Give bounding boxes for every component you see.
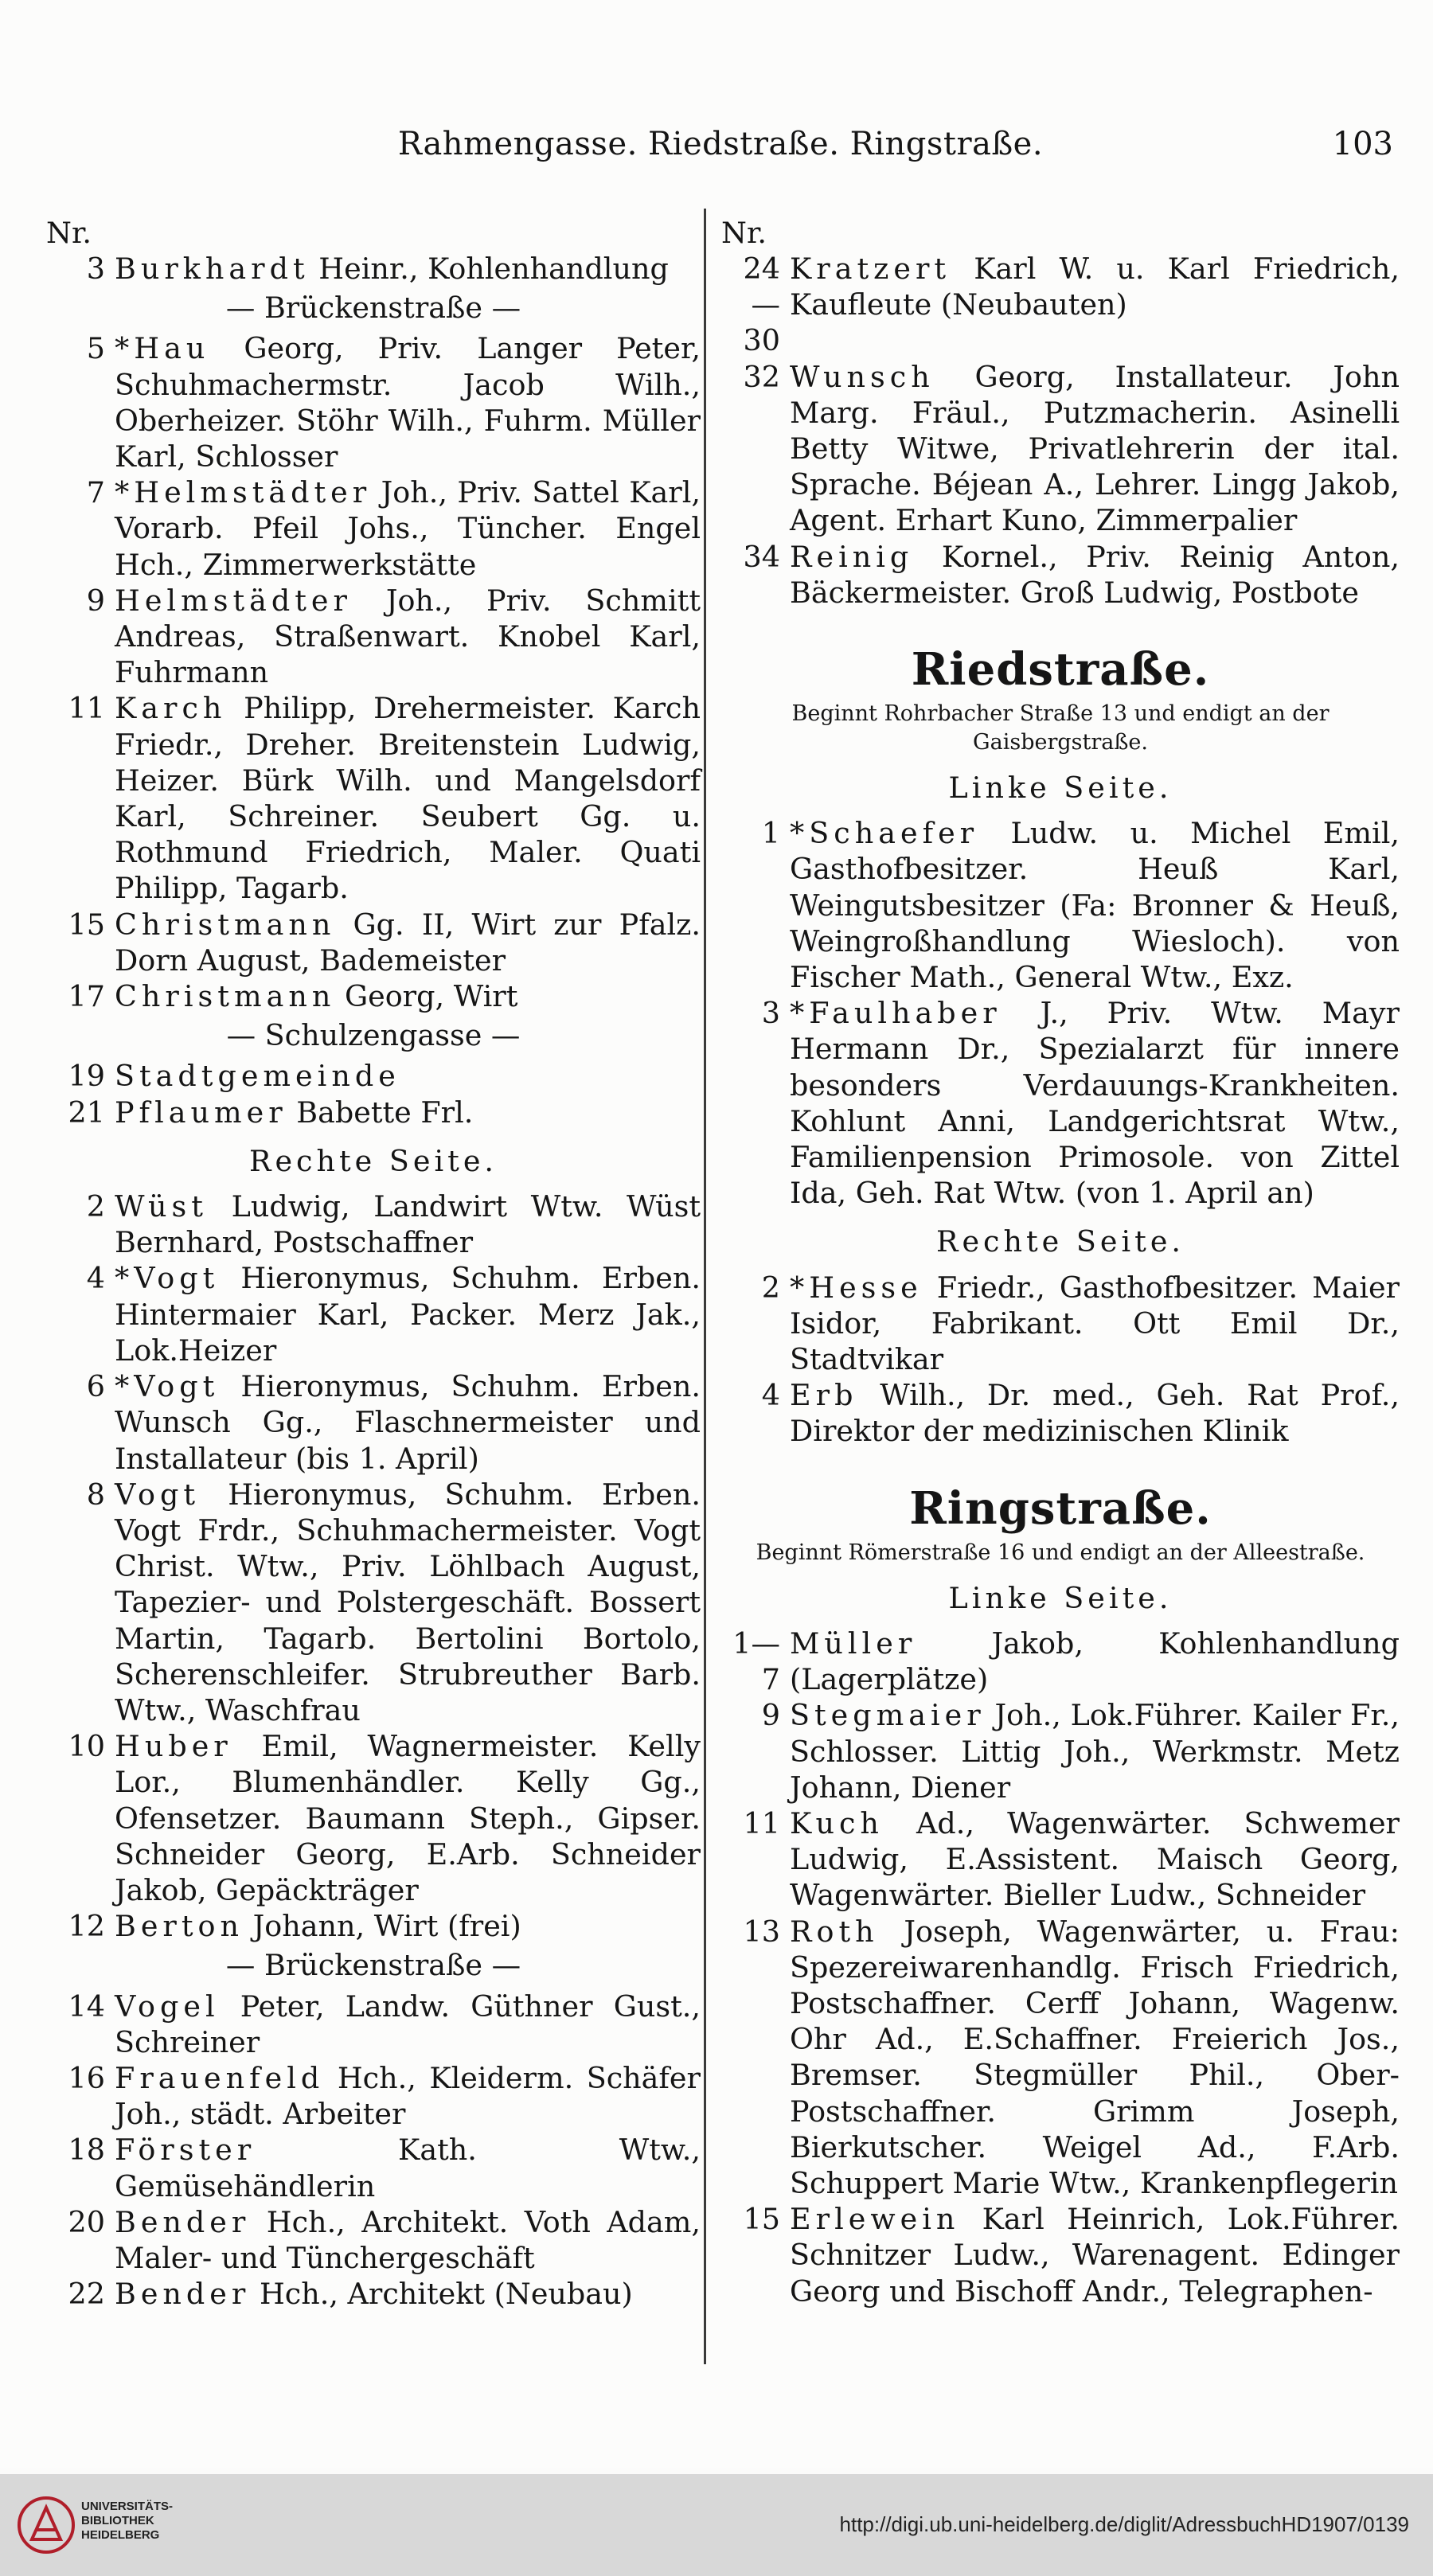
house-number: 4 bbox=[761, 1378, 780, 1413]
house-number: 6 bbox=[86, 1369, 105, 1404]
entry-details: Hieronymus, Schuhm. Erben. Vogt Frdr., Schuhmachermeister. Vogt Christ. Wtw., Priv. Löhlbach August, Tapezier- und Polstergeschäft. Bossert Martin, Tagarb. Bertolini Bortolo, Scherenschleifer. Strubreuther Barb. Wtw., Waschfrau bbox=[115, 1477, 701, 1727]
address-entry bbox=[46, 978, 701, 1014]
entry-text bbox=[790, 995, 1400, 1211]
entry-details: Ludwig, Landwirt Wtw. Wüst Bernhard, Postschaffner bbox=[115, 1189, 701, 1260]
address-entry bbox=[46, 583, 701, 691]
resident-name: Erb bbox=[790, 1378, 858, 1413]
resident-name: Wüst bbox=[115, 1189, 208, 1224]
entry-text bbox=[790, 1270, 1400, 1378]
address-entry bbox=[46, 330, 701, 474]
resident-name: Helmstädter bbox=[115, 583, 352, 618]
right-column bbox=[721, 215, 1400, 2309]
entry-text bbox=[115, 2060, 701, 2132]
nr-label: Nr. bbox=[46, 216, 92, 250]
entry-details: Georg, Priv. Langer Peter, Schuhmachermstr. Jacob Wilh., Oberheizer. Stöhr Wilh., Fuhrm. Müller Karl, Schlosser bbox=[115, 331, 701, 474]
resident-name: Wunsch bbox=[790, 359, 935, 394]
permalink[interactable]: http://digi.ub.uni-heidelberg.de/diglit/AdressbuchHD1907/0139 bbox=[839, 2512, 1409, 2536]
nr-label: Nr. bbox=[721, 216, 767, 250]
address-entry bbox=[46, 474, 701, 583]
entry-text bbox=[790, 1377, 1400, 1449]
entry-details: Ad., Wagenwärter. Schwemer Ludwig, E.Assistent. Maisch Georg, Wagenwärter. Bieller Ludw., Schneider bbox=[790, 1805, 1400, 1913]
resident-name: *Vogt bbox=[115, 1261, 220, 1296]
entry-text bbox=[115, 1728, 701, 1908]
entry-details: Friedr., Gasthofbesitzer. Maier Isidor, Fabrikant. Ott Emil Dr., Stadtvikar bbox=[790, 1270, 1400, 1377]
address-entry bbox=[46, 2060, 701, 2132]
house-number: 11 bbox=[68, 691, 105, 726]
library-name bbox=[81, 2500, 173, 2543]
cross-street: — Brückenstraße — bbox=[225, 291, 521, 326]
resident-name: *Vogt bbox=[115, 1369, 220, 1404]
resident-name: *Hesse bbox=[790, 1270, 923, 1305]
resident-name: *Schaefer bbox=[790, 816, 979, 851]
address-entry bbox=[46, 1989, 701, 2060]
house-number: 1 bbox=[761, 816, 780, 851]
address-entry bbox=[721, 1914, 1400, 2202]
house-number: 2 bbox=[761, 1270, 780, 1305]
entry-text bbox=[790, 251, 1400, 359]
address-entry bbox=[46, 2132, 701, 2203]
library-name-line: HEIDELBERG bbox=[81, 2528, 160, 2542]
resident-name: Stegmaier bbox=[790, 1698, 986, 1733]
entry-details: Philipp, Drehermeister. Karch Friedr., Dreher. Breitenstein Ludwig, Heizer. Bürk Wilh. und Mangelsdorf Karl, Schreiner. Seubert Gg. u. Rothmund Friedrich, Maler. Quati Philipp, Tagarb. bbox=[115, 691, 701, 906]
university-seal-icon bbox=[14, 2493, 78, 2557]
entry-details: Joh., Lok.Führer. Kailer Fr., Schlosser. Littig Joh., Werkmstr. Metz Johann, Diener bbox=[790, 1698, 1400, 1805]
resident-name: Vogt bbox=[115, 1477, 201, 1512]
entry-details: Hieronymus, Schuhm. Erben. Hintermaier Karl, Packer. Merz Jak., Lok.Heizer bbox=[115, 1261, 701, 1368]
entry-details: Karl Heinrich, Lok.Führer. Schnitzer Ludw., Warenagent. Edinger Georg und Bischoff Andr., Telegraphen- bbox=[790, 2202, 1400, 2309]
address-entry bbox=[46, 2204, 701, 2276]
entry-text bbox=[115, 2276, 701, 2312]
house-number: 14 bbox=[68, 1989, 105, 2024]
street-description: Beginnt Römerstraße 16 und endigt an der Alleestraße. bbox=[756, 1540, 1365, 1565]
address-entry bbox=[721, 1270, 1400, 1378]
resident-name: Erlewein bbox=[790, 2202, 960, 2237]
entry-details: Joseph, Wagenwärter, u. Frau: Spezereiwarenhandlg. Frisch Friedrich, Postschaffner. Cerff Johann, Wagenw. Ohr Ad., E.Schaffner. Freierich Jos., Bremser. Stegmüller Phil., Ober-Postschaffner. Grimm Joseph, Bierkutscher. Weigel Ad., F.Arb. Schuppert Marie Wtw., Krankenpflegerin bbox=[790, 1914, 1400, 2200]
house-number: 21 bbox=[68, 1095, 105, 1130]
house-number: 10 bbox=[68, 1729, 105, 1764]
library-name-line: BIBLIOTHEK bbox=[81, 2514, 154, 2527]
entry-text bbox=[115, 2132, 701, 2203]
address-entry bbox=[46, 1728, 701, 1908]
entry-text bbox=[115, 1477, 701, 1728]
entry-details: Gg. II, Wirt zur Pfalz. Dorn August, Bademeister bbox=[115, 907, 701, 978]
entry-details: Emil, Wagnermeister. Kelly Lor., Blumenhändler. Kelly Gg., Ofensetzer. Baumann Steph., Gipser. Schneider Georg, E.Arb. Schneider Jakob, Gepäckträger bbox=[115, 1729, 701, 1907]
entry-text bbox=[115, 1188, 701, 1260]
address-entry bbox=[46, 907, 701, 978]
house-number: 15 bbox=[68, 907, 105, 942]
entry-details: Hieronymus, Schuhm. Erben. Wunsch Gg., Flaschnermeister und Installateur (bis 1. April) bbox=[115, 1369, 701, 1476]
resident-name: Müller bbox=[790, 1626, 917, 1661]
house-number: 17 bbox=[68, 979, 105, 1014]
entry-details: Hch., Architekt (Neubau) bbox=[250, 2277, 633, 2312]
resident-name: *Faulhaber bbox=[790, 996, 1002, 1031]
house-number: 3 bbox=[86, 252, 105, 286]
address-entry bbox=[46, 1477, 701, 1728]
column-divider bbox=[704, 209, 706, 2364]
house-number: 11 bbox=[743, 1805, 780, 1840]
resident-name: Roth bbox=[790, 1914, 879, 1949]
entry-details: Georg, Wirt bbox=[335, 979, 518, 1014]
entry-details: Hch., Kleiderm. Schäfer Joh., städt. Arbeiter bbox=[115, 2060, 701, 2132]
house-number: 13 bbox=[743, 1914, 780, 1949]
address-entry bbox=[46, 1260, 701, 1368]
street-description: Beginnt Rohrbacher Straße 13 und endigt an der Gaisbergstraße. bbox=[791, 701, 1330, 755]
side-heading: Linke Seite. bbox=[948, 1580, 1173, 1615]
resident-name: Stadtgemeinde bbox=[115, 1059, 400, 1094]
entry-text bbox=[790, 1805, 1400, 1914]
address-entry bbox=[721, 995, 1400, 1211]
resident-name: Pflaumer bbox=[115, 1095, 287, 1130]
running-title: Rahmengasse. Riedstraße. Ringstraße. bbox=[397, 126, 1044, 162]
entry-text bbox=[115, 1058, 701, 1094]
house-number: 4 bbox=[86, 1261, 105, 1296]
resident-name: Christmann bbox=[115, 979, 336, 1014]
house-number: 24—30 bbox=[743, 252, 780, 358]
entry-text bbox=[115, 1989, 701, 2060]
house-number: 3 bbox=[761, 996, 780, 1031]
resident-name: Kratzert bbox=[790, 252, 951, 286]
house-number: 18 bbox=[68, 2133, 105, 2168]
entry-text bbox=[115, 1368, 701, 1477]
entry-text bbox=[115, 978, 701, 1014]
entry-text bbox=[790, 359, 1400, 539]
resident-name: Burkhardt bbox=[115, 252, 310, 286]
address-entry bbox=[46, 690, 701, 906]
entry-text bbox=[115, 907, 701, 978]
house-number: 32 bbox=[743, 359, 780, 394]
resident-name: Frauenfeld bbox=[115, 2060, 325, 2095]
resident-name: Kuch bbox=[790, 1805, 884, 1840]
address-entry bbox=[721, 1805, 1400, 1914]
house-number: 12 bbox=[68, 1909, 105, 1944]
page-number: 103 bbox=[1332, 126, 1393, 162]
house-number: 9 bbox=[761, 1698, 780, 1733]
resident-name: Vogel bbox=[115, 1989, 220, 2024]
entry-details: Hch., Architekt. Voth Adam, Maler- und Tünchergeschäft bbox=[115, 2204, 701, 2275]
entry-text bbox=[790, 1626, 1400, 1697]
entry-text bbox=[115, 690, 701, 906]
entry-text bbox=[790, 1914, 1400, 2202]
address-entry bbox=[46, 1368, 701, 1477]
entry-details: Jakob, Kohlenhandlung (Lagerplätze) bbox=[790, 1626, 1400, 1697]
entry-text bbox=[115, 1095, 701, 1130]
entry-details: Babette Frl. bbox=[287, 1095, 474, 1130]
page-header bbox=[48, 118, 1393, 174]
entry-details: Wilh., Dr. med., Geh. Rat Prof., Direktor der medizinischen Klinik bbox=[790, 1378, 1400, 1449]
cross-street: — Brückenstraße — bbox=[225, 1948, 521, 1983]
resident-name: Karch bbox=[115, 691, 227, 726]
viewer-footer bbox=[0, 2474, 1433, 2576]
resident-name: Berton bbox=[115, 1909, 244, 1944]
entry-details: Kornel., Priv. Reinig Anton, Bäckermeister. Groß Ludwig, Postbote bbox=[790, 539, 1400, 610]
house-number: 1—7 bbox=[732, 1626, 780, 1697]
library-name-line: UNIVERSITÄTS- bbox=[81, 2500, 174, 2513]
address-entry bbox=[721, 251, 1400, 359]
house-number: 8 bbox=[86, 1477, 105, 1512]
house-number: 22 bbox=[68, 2277, 105, 2312]
house-number: 9 bbox=[86, 583, 105, 618]
resident-name: Huber bbox=[115, 1729, 232, 1764]
side-heading: Rechte Seite. bbox=[935, 1224, 1185, 1259]
entry-details: Ludw. u. Michel Emil, Gasthofbesitzer. Heuß Karl, Weingutsbesitzer (Fa: Bronner & Heuß, Weingroßhandlung Wiesloch). von Fischer Math., General Wtw., Exz. bbox=[790, 816, 1400, 995]
entry-text bbox=[115, 330, 701, 474]
address-entry bbox=[721, 1697, 1400, 1805]
address-entry bbox=[721, 1626, 1400, 1697]
entry-text bbox=[115, 474, 701, 583]
house-number: 20 bbox=[68, 2204, 105, 2239]
entry-text bbox=[790, 1697, 1400, 1805]
resident-name: *Hau bbox=[115, 331, 210, 366]
house-number: 19 bbox=[68, 1059, 105, 1094]
entry-details: Heinr., Kohlenhandlung bbox=[309, 252, 669, 286]
address-entry bbox=[721, 815, 1400, 995]
street-title-ringstrasse: Ringstraße. bbox=[909, 1481, 1212, 1535]
resident-name: Christmann bbox=[115, 907, 336, 942]
address-entry bbox=[721, 359, 1400, 539]
address-entry bbox=[46, 1908, 701, 1944]
cross-street: — Schulzengasse — bbox=[226, 1018, 521, 1053]
entry-text bbox=[115, 583, 701, 691]
entry-details: Joh., Priv. Schmitt Andreas, Straßenwart. Knobel Karl, Fuhrmann bbox=[115, 583, 701, 690]
address-entry bbox=[721, 539, 1400, 611]
entry-details: Johann, Wirt (frei) bbox=[244, 1909, 521, 1944]
entry-text bbox=[790, 815, 1400, 995]
street-title-riedstrasse: Riedstraße. bbox=[911, 643, 1210, 697]
resident-name: Bender bbox=[115, 2277, 251, 2312]
resident-name: Bender bbox=[115, 2204, 251, 2239]
address-entry bbox=[46, 1188, 701, 1260]
entry-text bbox=[115, 1908, 701, 1944]
house-number: 7 bbox=[86, 475, 105, 510]
house-number: 5 bbox=[86, 331, 105, 366]
address-entry bbox=[721, 2201, 1400, 2309]
entry-details: Joh., Priv. Sattel Karl, Vorarb. Pfeil Johs., Tüncher. Engel Hch., Zimmerwerkstätte bbox=[115, 475, 701, 582]
side-heading: Linke Seite. bbox=[948, 771, 1173, 806]
house-number: 15 bbox=[743, 2202, 780, 2237]
resident-name: *Helmstädter bbox=[115, 475, 372, 510]
address-entry bbox=[46, 251, 701, 287]
entry-details: J., Priv. Wtw. Mayr Hermann Dr., Spezialarzt für innere besonders Verdauungs-Krankheiten. Kohlunt Anni, Landgerichtsrat Wtw., Familienpension Primosole. von Zittel Ida, Geh. Rat Wtw. (von 1. April an) bbox=[790, 996, 1400, 1211]
entry-details: Georg, Installateur. John Marg. Fräul., Putzmacherin. Asinelli Betty Witwe, Privatlehrerin der ital. Sprache. Béjean A., Lehrer. Lingg Jakob, Agent. Erhart Kuno, Zimmerpalier bbox=[790, 359, 1400, 538]
entry-details: Karl W. u. Karl Friedrich, Kaufleute (Neubauten) bbox=[790, 252, 1400, 322]
entry-text bbox=[115, 1260, 701, 1368]
house-number: 34 bbox=[743, 539, 780, 574]
resident-name: Förster bbox=[115, 2133, 256, 2168]
address-entry bbox=[721, 1377, 1400, 1449]
resident-name: Reinig bbox=[790, 539, 914, 574]
address-entry bbox=[46, 1095, 701, 1130]
entry-details: Kath. Wtw., Gemüsehändlerin bbox=[115, 2133, 701, 2203]
house-number: 2 bbox=[86, 1189, 105, 1224]
house-number: 16 bbox=[68, 2060, 105, 2095]
entry-text bbox=[790, 539, 1400, 611]
entry-text bbox=[790, 2201, 1400, 2309]
left-column bbox=[46, 215, 701, 2312]
address-entry bbox=[46, 2276, 701, 2312]
entry-text bbox=[115, 251, 701, 287]
address-entry bbox=[46, 1058, 701, 1094]
side-heading: Rechte Seite. bbox=[248, 1143, 498, 1178]
entry-text bbox=[115, 2204, 701, 2276]
entry-details: Peter, Landw. Güthner Gust., Schreiner bbox=[115, 1989, 701, 2059]
